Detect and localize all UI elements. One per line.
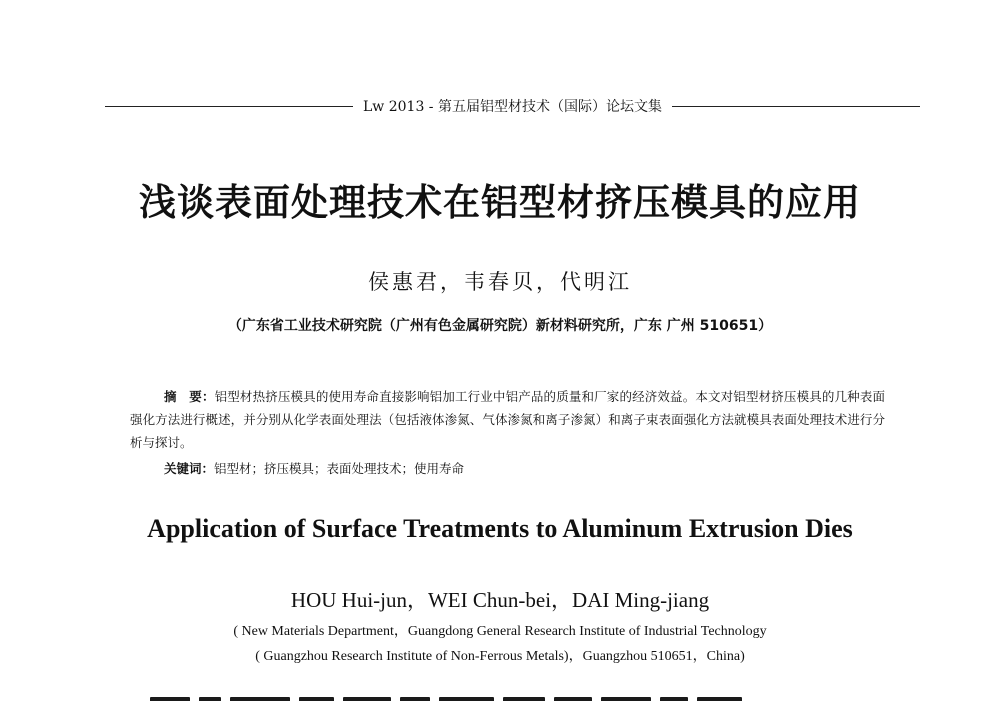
authors-en: HOU Hui-jun，WEI Chun-bei，DAI Ming-jiang <box>290 588 710 612</box>
authors-cn: 侯惠君，韦春贝，代明江 <box>368 270 632 294</box>
abstract-label: 摘 要： <box>164 389 215 404</box>
affiliation-cn: （广东省工业技术研究院（广州有色金属研究院）新材料研究所，广东 广州 510651） <box>227 318 773 334</box>
header-text: Lw 2013 - 第五届铝型材技术（国际）论坛文集 <box>363 99 662 115</box>
cropped-text-line <box>150 688 870 701</box>
abstract-cn <box>130 385 885 454</box>
keywords-label: 关键词： <box>164 461 215 476</box>
keywords-cn <box>164 457 884 480</box>
affiliation-en-line2: ( Guangzhou Research Institute of Non-Ferrous Metals)，Guangzhou 510651，China) <box>255 649 745 664</box>
paper-title-en: Application of Surface Treatments to Aluminum Extrusion Dies <box>147 514 853 543</box>
header-rule-right <box>672 106 920 107</box>
header-rule-left <box>105 106 353 107</box>
running-header <box>105 95 920 117</box>
keywords-text: 铝型材；挤压模具；表面处理技术；使用寿命 <box>214 461 465 476</box>
paper-title-cn: 浅谈表面处理技术在铝型材挤压模具的应用 <box>139 180 861 224</box>
affiliation-en-line1: ( New Materials Department，Guangdong General Research Institute of Industrial Technology <box>233 624 767 639</box>
abstract-text: 铝型材热挤压模具的使用寿命直接影响铝加工行业中铝产品的质量和厂家的经济效益。本文对铝型材挤压模具的几种表面强化方法进行概述，并分别从化学表面处理法（包括液体渗氮、气体渗氮和离子渗氮）和离子束表面强化方法就模具表面处理技术进行分析与探讨。 <box>130 389 885 450</box>
